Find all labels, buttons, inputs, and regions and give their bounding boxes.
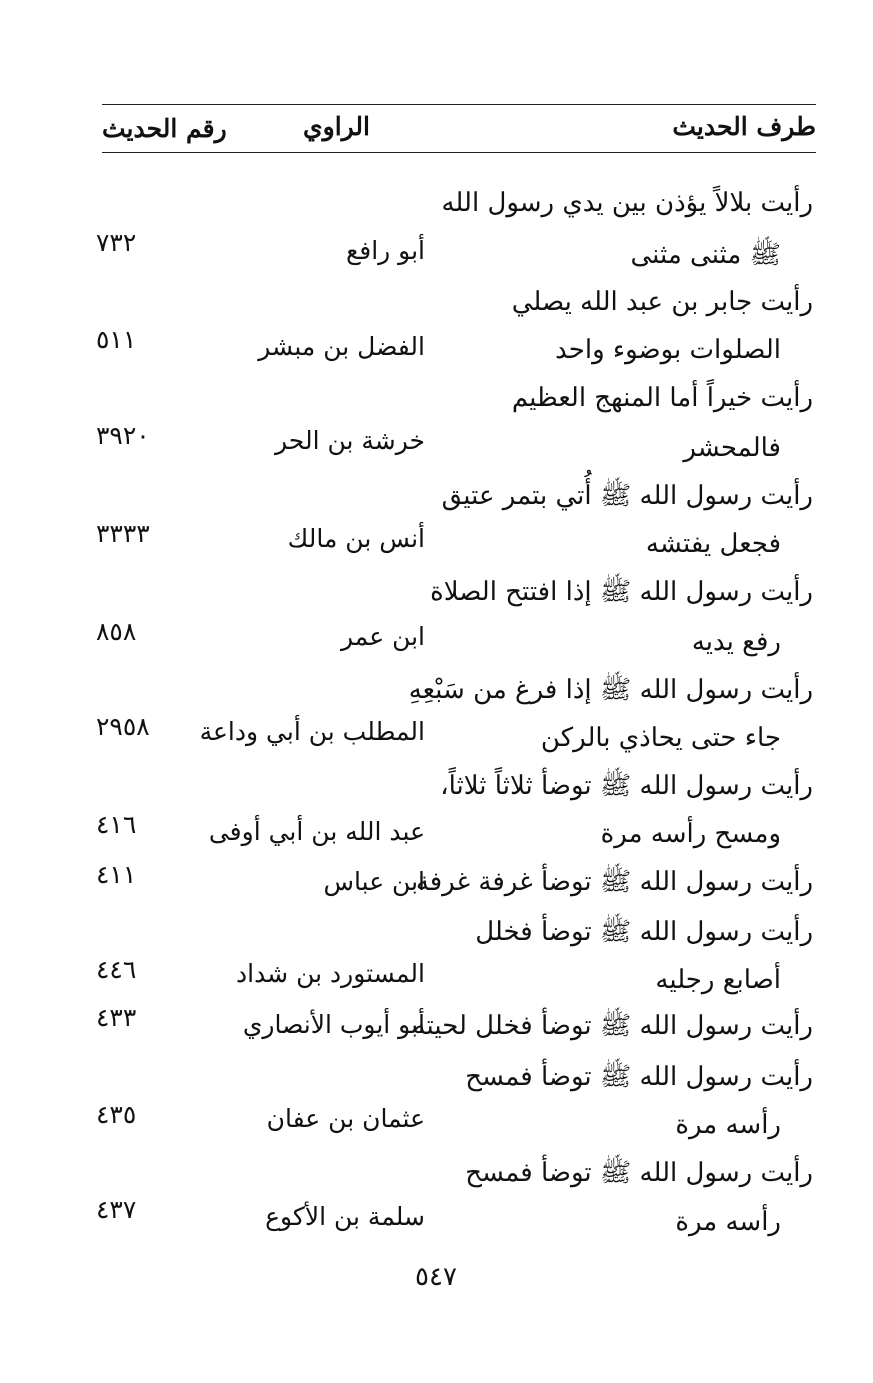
hadith-text-line: رأيت رسول الله ﷺ توضأ فمسح	[465, 1158, 813, 1188]
hadith-text-line: ومسح رأسه مرة	[600, 819, 781, 849]
header-top-rule	[102, 104, 816, 105]
header-bottom-rule	[102, 152, 816, 153]
column-header-hadith: طرف الحديث	[672, 112, 816, 141]
hadith-number: ٤٤٦	[96, 955, 137, 984]
hadith-text-line: ﷺ مثنى مثنى	[630, 240, 781, 270]
hadith-text-line: رأيت رسول الله ﷺ إذا فرغ من سَبْعِهِ	[408, 675, 813, 705]
hadith-narrator: أبو رافع	[345, 236, 425, 265]
hadith-number: ٧٣٢	[96, 228, 137, 257]
hadith-narrator: المطلب بن أبي وداعة	[199, 717, 425, 746]
hadith-text-line: رفع يديه	[691, 627, 781, 657]
hadith-narrator: سلمة بن الأكوع	[265, 1202, 425, 1231]
hadith-text-line: رأيت رسول الله ﷺ توضأ فمسح	[465, 1062, 813, 1092]
hadith-number: ٤١٦	[96, 810, 137, 839]
hadith-text-line: رأيت رسول الله ﷺ توضأ فخلل	[475, 917, 813, 947]
hadith-text-line: أصابع رجليه	[655, 965, 781, 995]
hadith-narrator: ابن عمر	[340, 622, 425, 651]
hadith-narrator: المستورد بن شداد	[235, 959, 425, 988]
hadith-text-line: رأيت خيراً أما المنهج العظيم	[511, 383, 813, 413]
hadith-text-line: رأيت رسول الله ﷺ إذا افتتح الصلاة	[430, 577, 813, 607]
hadith-narrator: عثمان بن عفان	[266, 1104, 425, 1133]
hadith-narrator: خرشة بن الحر	[275, 426, 425, 455]
hadith-text-line: الصلوات بوضوء واحد	[555, 335, 781, 365]
hadith-text-line: رأيت رسول الله ﷺ توضأ ثلاثاً ثلاثاً،	[440, 771, 813, 801]
hadith-text-line: رأيت رسول الله ﷺ أُتي بتمر عتيق	[441, 481, 813, 511]
hadith-number: ٥١١	[96, 325, 137, 354]
hadith-number: ٣٣٣٣	[96, 519, 150, 548]
page-number: ٥٤٧	[415, 1262, 457, 1292]
hadith-text-line: رأيت رسول الله ﷺ توضأ فخلل لحيته	[412, 1011, 813, 1041]
hadith-text-line: رأسه مرة	[675, 1110, 781, 1140]
hadith-text-line: فجعل يفتشه	[645, 529, 781, 559]
hadith-number: ٢٩٥٨	[96, 712, 150, 741]
hadith-narrator: عبد الله بن أبي أوفى	[208, 817, 425, 846]
column-header-number: رقم الحديث	[102, 114, 227, 143]
hadith-text-line: فالمحشر	[683, 433, 781, 463]
hadith-text-line: جاء حتى يحاذي بالركن	[540, 723, 781, 753]
hadith-number: ٤٣٧	[96, 1195, 137, 1224]
column-header-narrator: الراوي	[303, 112, 370, 141]
hadith-text-line: رأيت جابر بن عبد الله يصلي	[511, 287, 813, 317]
hadith-narrator: ابن عباس	[323, 867, 425, 896]
hadith-text-line: رأسه مرة	[675, 1207, 781, 1237]
hadith-number: ٨٥٨	[96, 617, 137, 646]
hadith-number: ٤٣٣	[96, 1003, 137, 1032]
hadith-narrator: الفضل بن مبشر	[258, 332, 425, 361]
hadith-number: ٤١١	[96, 860, 137, 889]
hadith-text-line: رأيت رسول الله ﷺ توضأ غرفة غرفة	[415, 867, 813, 897]
hadith-narrator: أبو أيوب الأنصاري	[242, 1010, 425, 1039]
hadith-text-line: رأيت بلالاً يؤذن بين يدي رسول الله	[441, 188, 813, 218]
hadith-narrator: أنس بن مالك	[287, 524, 425, 553]
hadith-number: ٤٣٥	[96, 1100, 137, 1129]
hadith-number: ٣٩٢٠	[96, 421, 150, 450]
